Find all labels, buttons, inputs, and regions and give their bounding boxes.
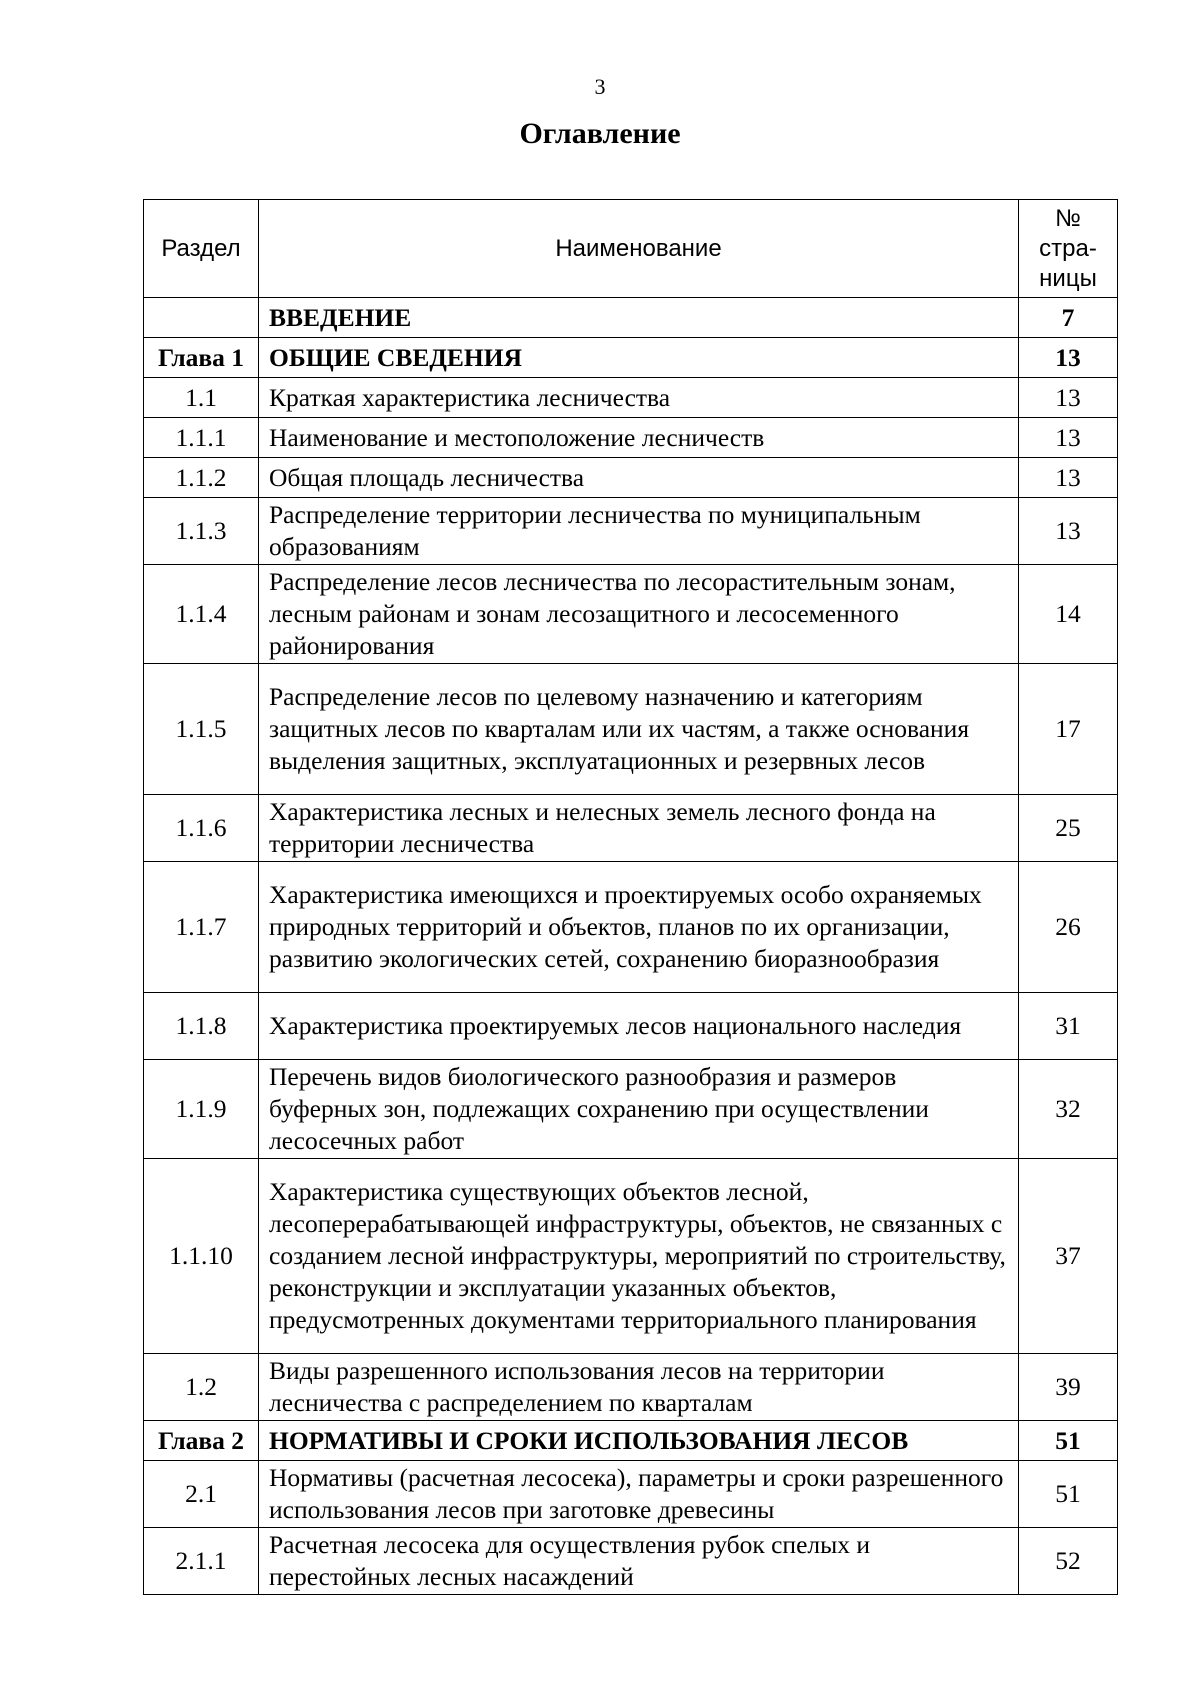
- row-page: 25: [1019, 795, 1118, 862]
- row-section: 1.1.5: [144, 664, 259, 795]
- row-name: ВВЕДЕНИЕ: [259, 298, 1019, 338]
- table-row: [144, 378, 1118, 418]
- page-number: 3: [594, 74, 606, 99]
- header-page: [1019, 200, 1118, 298]
- row-name: Наименование и местоположение лесничеств: [259, 418, 1019, 458]
- row-page: 26: [1019, 862, 1118, 993]
- row-page: 32: [1019, 1060, 1118, 1159]
- table-row: [144, 1060, 1118, 1159]
- table-row: [144, 498, 1118, 565]
- row-name: Распределение территории лесничества по муниципальным образованиям: [259, 498, 1019, 565]
- table-row: [144, 298, 1118, 338]
- table-row: [144, 565, 1118, 664]
- row-name: Характеристика лесных и нелесных земель лесного фонда на территории лесничества: [259, 795, 1019, 862]
- row-page: 52: [1019, 1528, 1118, 1595]
- row-page: 14: [1019, 565, 1118, 664]
- table-row: [144, 1461, 1118, 1528]
- row-name: Распределение лесов по целевому назначению и категориям защитных лесов по кварталам или их частям, а также основания выделения защитных, эксплуатационных и резервных лесов: [259, 664, 1019, 795]
- row-name: Расчетная лесосека для осуществления рубок спелых и перестойных лесных насаждений: [259, 1528, 1019, 1595]
- row-page: 13: [1019, 378, 1118, 418]
- row-page: 51: [1019, 1421, 1118, 1461]
- row-name: Характеристика имеющихся и проектируемых особо охраняемых природных территорий и объектов, планов по их организации, развитию экологических сетей, сохранению биоразнообразия: [259, 862, 1019, 993]
- row-section: 1.1.2: [144, 458, 259, 498]
- table-row: [144, 795, 1118, 862]
- row-name: Нормативы (расчетная лесосека), параметры и сроки разрешенного использования лесов при заготовке древесины: [259, 1461, 1019, 1528]
- row-name: НОРМАТИВЫ И СРОКИ ИСПОЛЬЗОВАНИЯ ЛЕСОВ: [259, 1421, 1019, 1461]
- row-section: 1.1.10: [144, 1159, 259, 1354]
- row-section: Глава 2: [144, 1421, 259, 1461]
- row-name: Общая площадь лесничества: [259, 458, 1019, 498]
- row-section: 1.1.1: [144, 418, 259, 458]
- row-section: 2.1: [144, 1461, 259, 1528]
- row-section: 1.1: [144, 378, 259, 418]
- row-section: 1.1.7: [144, 862, 259, 993]
- row-name: Характеристика проектируемых лесов национального наследия: [259, 993, 1019, 1060]
- row-section: 1.1.6: [144, 795, 259, 862]
- header-page-line: стра-: [1039, 234, 1097, 262]
- row-name: Распределение лесов лесничества по лесорастительным зонам, лесным районам и зонам лесозащитного и лесосеменного районирования: [259, 565, 1019, 664]
- table-row: [144, 338, 1118, 378]
- header-name: Наименование: [259, 200, 1019, 298]
- row-section: Глава 1: [144, 338, 259, 378]
- row-page: 39: [1019, 1354, 1118, 1421]
- row-section: 1.2: [144, 1354, 259, 1421]
- row-section: 2.1.1: [144, 1528, 259, 1595]
- row-page: 37: [1019, 1159, 1118, 1354]
- table-row: [144, 1528, 1118, 1595]
- row-page: 13: [1019, 338, 1118, 378]
- table-of-contents: [143, 199, 1118, 1595]
- row-page: 7: [1019, 298, 1118, 338]
- row-page: 13: [1019, 458, 1118, 498]
- table-header-row: [144, 200, 1118, 298]
- row-page: 31: [1019, 993, 1118, 1060]
- table-row: [144, 664, 1118, 795]
- row-page: 51: [1019, 1461, 1118, 1528]
- page-title: Оглавление: [519, 117, 681, 150]
- row-name: Краткая характеристика лесничества: [259, 378, 1019, 418]
- header-section: Раздел: [144, 200, 259, 298]
- header-page-line: №: [1055, 204, 1081, 232]
- table-row: [144, 1354, 1118, 1421]
- row-section: 1.1.3: [144, 498, 259, 565]
- row-name: ОБЩИЕ СВЕДЕНИЯ: [259, 338, 1019, 378]
- row-name: Характеристика существующих объектов лесной, лесоперерабатывающей инфраструктуры, объектов, не связанных с созданием лесной инфраструктуры, мероприятий по строительству, реконструкции и эксплуатации указанных объектов, предусмотренных документами территориального планирования: [259, 1159, 1019, 1354]
- row-page: 17: [1019, 664, 1118, 795]
- row-section: 1.1.4: [144, 565, 259, 664]
- table-row: [144, 458, 1118, 498]
- row-name: Виды разрешенного использования лесов на территории лесничества с распределением по кварталам: [259, 1354, 1019, 1421]
- table-row: [144, 418, 1118, 458]
- row-section: [144, 298, 259, 338]
- row-page: 13: [1019, 418, 1118, 458]
- row-name: Перечень видов биологического разнообразия и размеров буферных зон, подлежащих сохранению при осуществлении лесосечных работ: [259, 1060, 1019, 1159]
- table-row: [144, 1159, 1118, 1354]
- header-page-line: ницы: [1039, 264, 1097, 292]
- table-row: [144, 862, 1118, 993]
- row-section: 1.1.9: [144, 1060, 259, 1159]
- table-row: [144, 1421, 1118, 1461]
- row-page: 13: [1019, 498, 1118, 565]
- row-section: 1.1.8: [144, 993, 259, 1060]
- table-row: [144, 993, 1118, 1060]
